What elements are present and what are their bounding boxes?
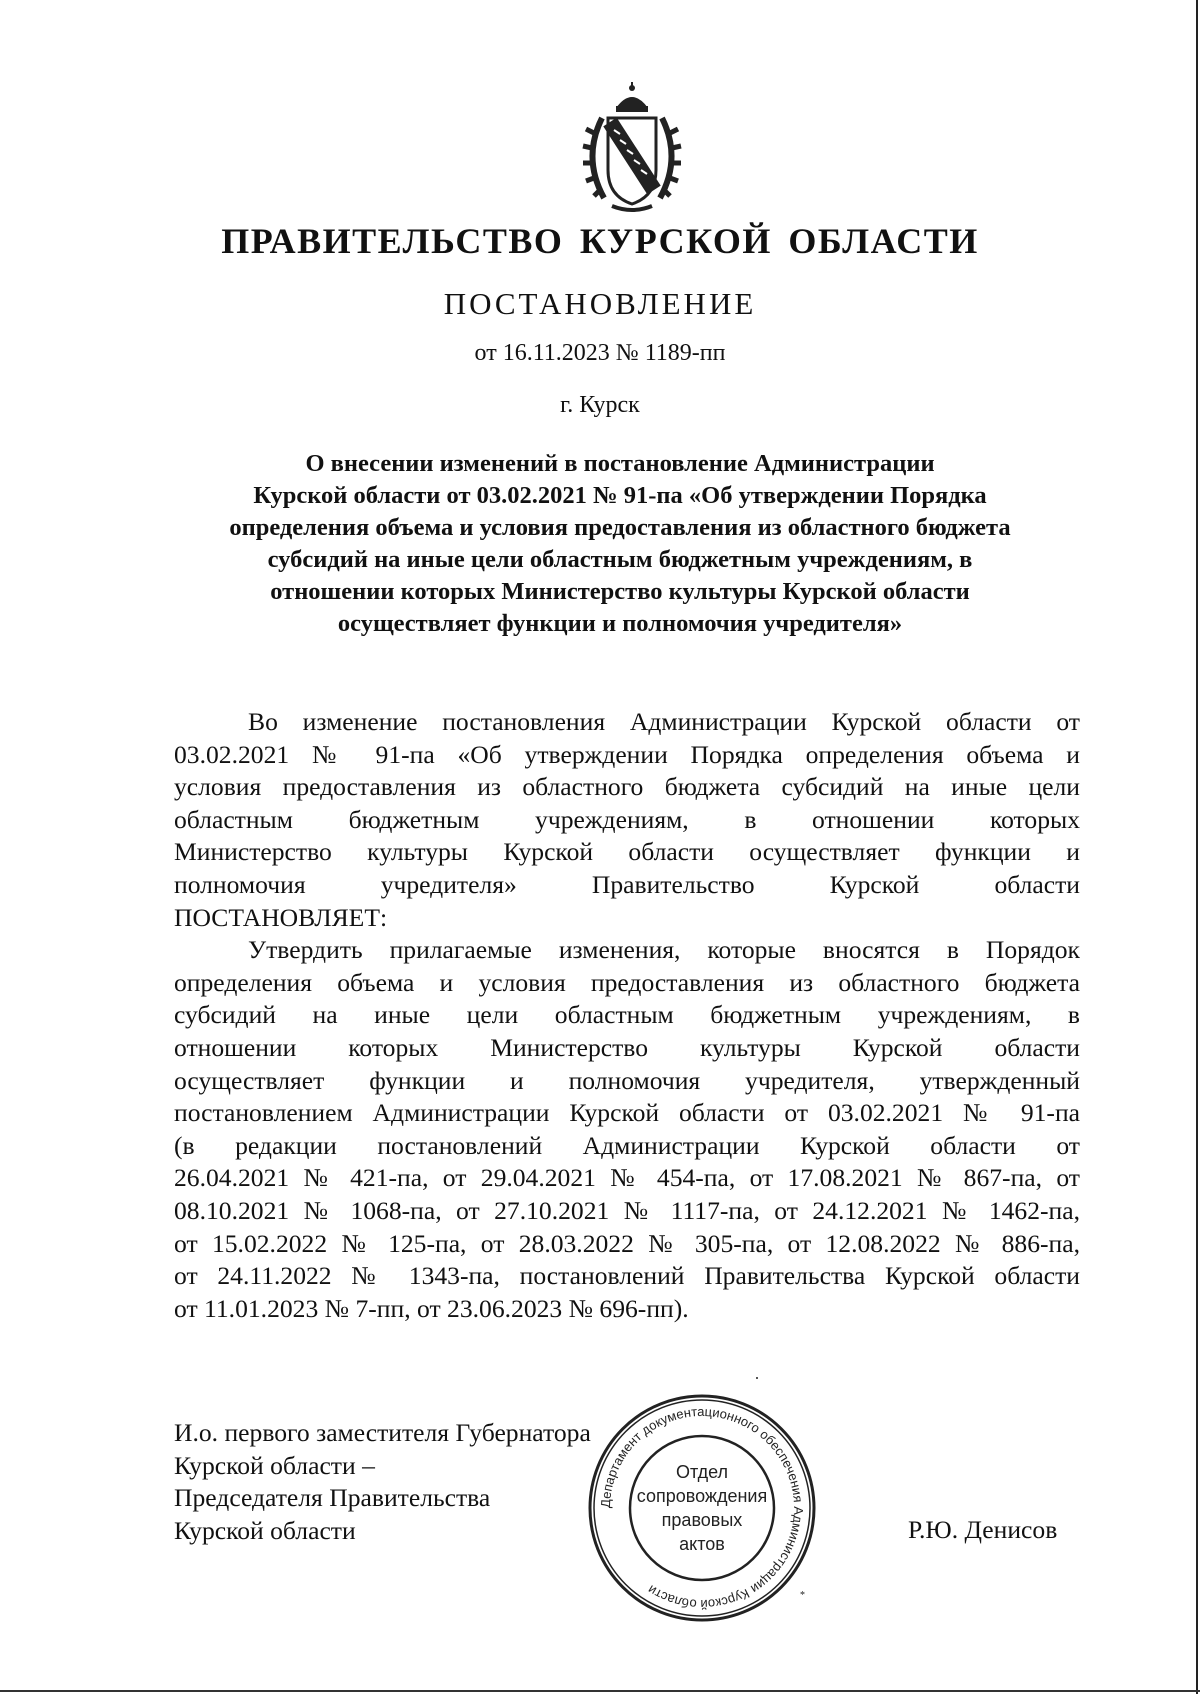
body-line: 03.02.2021 № 91-па «Об утверждении Порядка определения объема и bbox=[174, 739, 1080, 769]
document-type: ПОСТАНОВЛЕНИЕ bbox=[443, 286, 757, 321]
subject-line: отношении которых Министерство культуры Курской области bbox=[270, 578, 970, 605]
subject-line: О внесении изменений в постановление Администрации bbox=[305, 450, 935, 477]
subject-line: определения объема и условия предоставления из областного бюджета bbox=[229, 514, 1011, 541]
body-line: областным бюджетным учреждениям, в отношении которых bbox=[174, 804, 1080, 834]
stamp-center-line: Отдел bbox=[675, 1462, 729, 1482]
subject-line: Курской области от 03.02.2021 № 91-па «Об утверждении Порядка bbox=[253, 482, 987, 509]
scan-edge-bottom bbox=[0, 1690, 1200, 1692]
body-line: полномочия учредителя» Правительство Курской области bbox=[174, 869, 1080, 899]
body-line: условия предоставления из областного бюджета субсидий на иные цели bbox=[174, 772, 1080, 802]
subject-line: осуществляет функции и полномочия учредителя» bbox=[337, 610, 903, 637]
stamp-center-line: сопровождения bbox=[636, 1486, 768, 1506]
document-city: г. Курск bbox=[560, 392, 640, 418]
stamp-center-line: правовых bbox=[661, 1510, 743, 1530]
position-line: Курской области bbox=[174, 1515, 356, 1545]
body-line: осуществляет функции и полномочия учредителя, утвержденный bbox=[174, 1065, 1080, 1095]
body-line: Министерство культуры Курской области осуществляет функции и bbox=[174, 837, 1080, 867]
body-line: субсидий на иные цели областным бюджетным учреждениям, в bbox=[174, 1000, 1080, 1030]
position-line: И.о. первого заместителя Губернатора bbox=[174, 1418, 591, 1447]
subject-line: субсидий на иные цели областным бюджетным учреждениям, в bbox=[267, 546, 973, 573]
coat-of-arms-icon bbox=[572, 78, 692, 218]
body-line: постановлением Администрации Курской области от 03.02.2021 № 91-па bbox=[174, 1098, 1080, 1128]
position-line: Председателя Правительства bbox=[174, 1483, 491, 1513]
document-body bbox=[174, 706, 1080, 1325]
signatory-position bbox=[174, 1417, 591, 1547]
scan-speck bbox=[756, 1377, 758, 1379]
body-line: 26.04.2021 № 421-па, от 29.04.2021 № 454-па, от 17.08.2021 № 867-па, от bbox=[174, 1163, 1080, 1193]
body-line: Утвердить прилагаемые изменения, которые вносятся в Порядок bbox=[248, 935, 1080, 965]
position-line: Курской области – bbox=[174, 1450, 375, 1480]
body-line: от 15.02.2022 № 125-па, от 28.03.2022 № 305-па, от 12.08.2022 № 886-па, bbox=[174, 1228, 1080, 1258]
stamp-center-line: актов bbox=[679, 1534, 725, 1554]
body-line: от 24.11.2022 № 1343-па, постановлений Правительства Курской области bbox=[174, 1261, 1080, 1291]
stamp-ring-text: Департамент документационного обеспечения Администрации Курской области bbox=[597, 1403, 807, 1613]
svg-text:*: * bbox=[800, 1590, 805, 1601]
body-line: ПОСТАНОВЛЯЕТ: bbox=[174, 902, 388, 932]
body-line: отношении которых Министерство культуры Курской области bbox=[174, 1032, 1080, 1062]
body-line: Во изменение постановления Администрации Курской области от bbox=[248, 707, 1080, 736]
body-line: от 11.01.2023 № 7-пп, от 23.06.2023 № 696-пп). bbox=[174, 1293, 689, 1323]
document-date-number: от 16.11.2023 № 1189-пп bbox=[474, 340, 726, 366]
document-subject bbox=[160, 448, 1080, 640]
body-line: (в редакции постановлений Администрации Курской области от bbox=[174, 1130, 1080, 1160]
official-stamp-icon bbox=[586, 1392, 818, 1624]
government-title: ПРАВИТЕЛЬСТВО КУРСКОЙ ОБЛАСТИ bbox=[221, 221, 979, 261]
body-line: 08.10.2021 № 1068-па, от 27.10.2021 № 1117-па, от 24.12.2021 № 1462-па, bbox=[174, 1195, 1080, 1225]
signer-name: Р.Ю. Денисов bbox=[908, 1515, 1058, 1544]
body-line: определения объема и условия предоставления из областного бюджета bbox=[174, 967, 1080, 997]
